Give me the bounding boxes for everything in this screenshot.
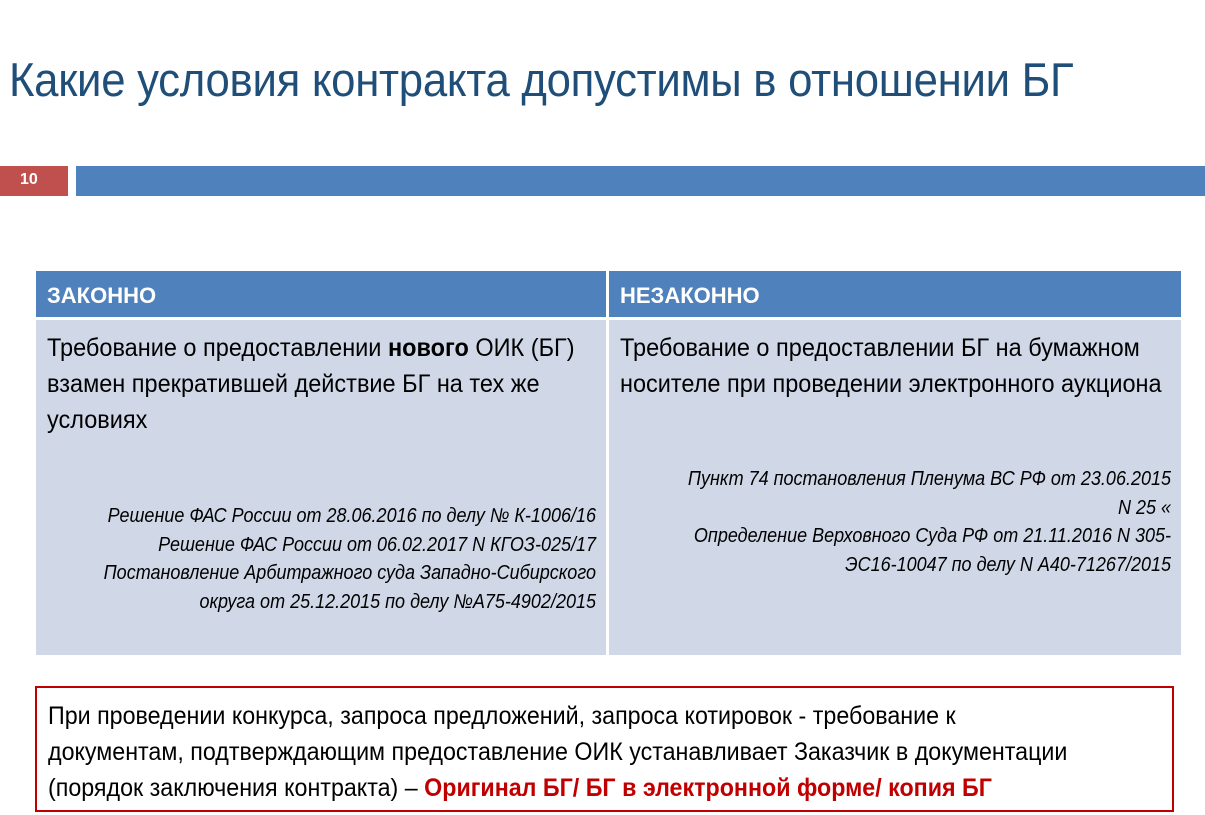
note-line-3 bbox=[48, 770, 1067, 806]
header-illegal: НЕЗАКОННО bbox=[609, 271, 1181, 317]
illegal-requirement-text: Требование о предоставлении БГ на бумажном носителе при проведении электронного аукциона bbox=[620, 334, 1162, 398]
note-line-3-prefix: (порядок заключения контракта) – bbox=[48, 774, 425, 802]
note-text bbox=[48, 698, 1067, 806]
illegal-ref: Пункт 74 постановления Пленума ВС РФ от 23.06.2015 bbox=[687, 468, 1171, 490]
header-bar bbox=[76, 166, 1205, 196]
header-legal: ЗАКОННО bbox=[36, 271, 606, 317]
legal-ref: Решение ФАС России от 28.06.2016 по делу № К-1006/16 bbox=[107, 505, 596, 527]
illegal-ref: N 25 « bbox=[1117, 496, 1171, 519]
legal-text-before: Требование о предоставлении bbox=[47, 334, 388, 362]
illegal-ref: ЭС16-10047 по делу N А40-71267/2015 bbox=[845, 553, 1171, 576]
legality-table bbox=[36, 271, 1181, 655]
legal-requirement-text bbox=[47, 330, 592, 438]
note-highlight: Оригинал БГ/ БГ в электронной форме/ копия БГ bbox=[424, 774, 992, 802]
illegal-ref: Определение Верховного Суда РФ от 21.11.2016 N 305- bbox=[693, 525, 1171, 547]
legal-references bbox=[56, 502, 596, 616]
legal-ref: Постановление Арбитражного суда Западно-Сибирского bbox=[103, 562, 597, 584]
note-line-2: документам, подтверждающим предоставление ОИК устанавливает Заказчик в документации bbox=[48, 738, 1068, 766]
legal-text-after: ОИК (БГ) взамен прекратившей действие БГ на тех же условиях bbox=[47, 334, 575, 434]
legal-ref: округа от 25.12.2015 по делу №А75-4902/2015 bbox=[199, 590, 597, 613]
legal-text-bold: нового bbox=[387, 334, 469, 362]
legal-ref: Решение ФАС России от 06.02.2017 N КГОЗ-025/17 bbox=[158, 533, 596, 556]
note-line-1: При проведении конкурса, запроса предложений, запроса котировок - требование к bbox=[48, 702, 956, 730]
note-box bbox=[35, 686, 1174, 812]
slide-number: 10 bbox=[0, 166, 68, 196]
cell-illegal bbox=[609, 320, 1181, 655]
illegal-references bbox=[631, 465, 1171, 579]
cell-legal bbox=[36, 320, 606, 655]
slide-title: Какие условия контракта допустимы в отношении БГ bbox=[9, 53, 1074, 106]
